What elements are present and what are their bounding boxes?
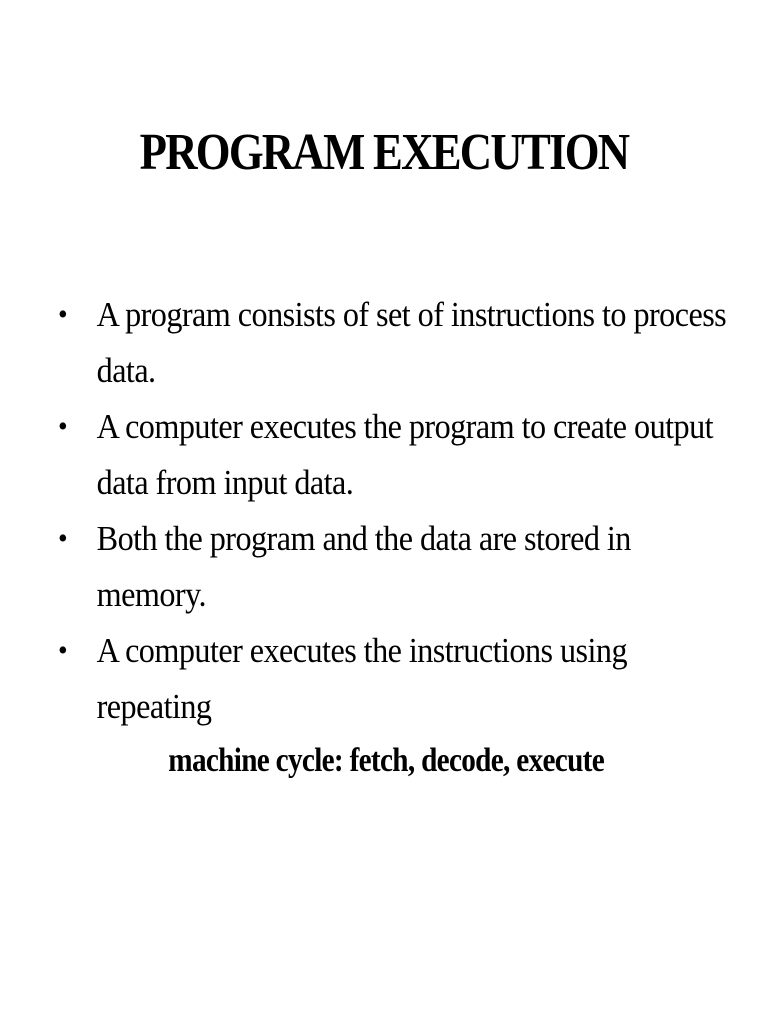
machine-cycle-emphasis: machine cycle: fetch, decode, execute — [168, 742, 604, 779]
bullet-icon: • — [58, 522, 68, 555]
bullet-text: A computer executes the instructions using repeating — [96, 631, 628, 726]
bullet-item — [58, 511, 731, 623]
bullet-icon: • — [58, 634, 68, 667]
bullet-item — [58, 287, 731, 399]
bullet-item — [58, 623, 731, 735]
bullet-text: A program consists of set of instructions to process data. — [96, 295, 727, 390]
slide-title: PROGRAM EXECUTION — [139, 124, 629, 181]
bullet-list — [58, 287, 748, 735]
bullet-item — [58, 399, 731, 511]
bullet-icon: • — [58, 298, 68, 331]
bullet-icon: • — [58, 410, 68, 443]
bullet-text: Both the program and the data are stored in memory. — [96, 519, 631, 614]
bullet-text: A computer executes the program to create output data from input data. — [96, 407, 714, 502]
